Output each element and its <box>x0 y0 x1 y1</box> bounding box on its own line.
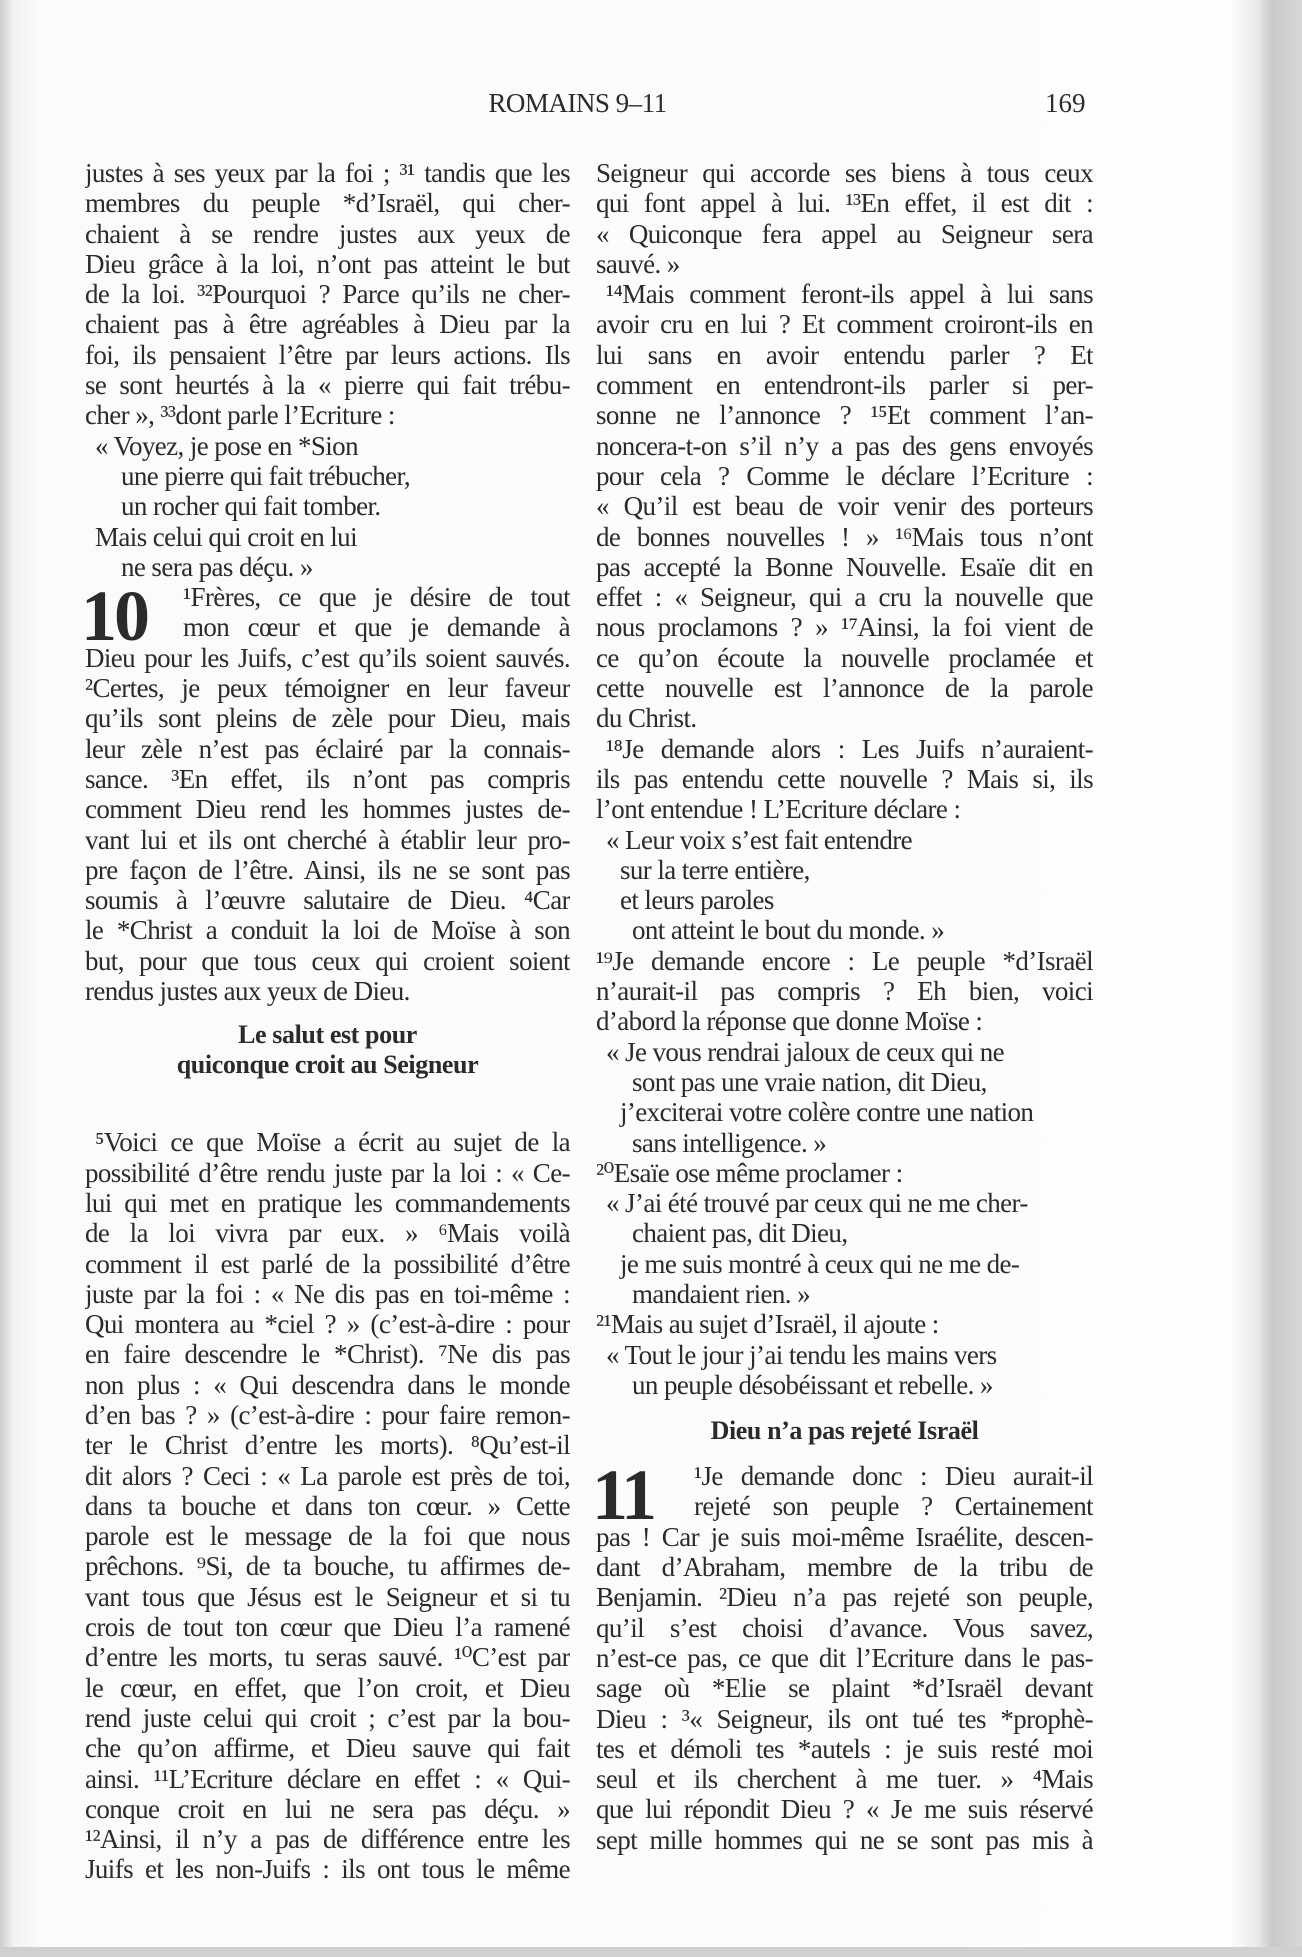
text-line: ainsi. ¹¹L’Ecriture déclare en effet : « Qui- <box>85 1763 570 1794</box>
text-line: en faire descendre le *Christ). ⁷Ne dis pas <box>85 1339 570 1370</box>
text-line: dans ta bouche et dans ton cœur. » Cette <box>85 1490 570 1521</box>
text-line: prêchons. ⁹Si, de ta bouche, tu affirmes de- <box>85 1551 570 1582</box>
text-line: « Voyez, je pose en *Sion <box>95 430 358 461</box>
text-line: rendus justes aux yeux de Dieu. <box>85 976 410 1007</box>
text-line: dant d’Abraham, membre de la tribu de <box>596 1552 1093 1583</box>
text-line: sage où *Elie se plaint *d’Israël devant <box>596 1673 1093 1704</box>
text-line: foi, ils pensaient l’être par leurs actions. Ils <box>85 339 570 370</box>
text-block <box>596 1461 1093 1855</box>
text-line: leur zèle n’est pas éclairé par la connais- <box>85 733 570 764</box>
text-line: effet : « Seigneur, qui a cru la nouvelle que <box>596 582 1093 613</box>
text-line: mandaient rien. » <box>632 1278 810 1309</box>
text-line: ²Certes, je peux témoigner en leur faveur <box>85 673 570 704</box>
text-line: ¹²Ainsi, il n’y a pas de différence entre les <box>85 1824 570 1855</box>
text-line: comment il est parlé de la possibilité d’être <box>85 1248 570 1279</box>
text-line: d’entre les morts, tu seras sauvé. ¹⁰C’est par <box>85 1642 570 1673</box>
text-line: ne sera pas déçu. » <box>121 551 313 582</box>
text-line: noncera-t-on s’il n’y a pas des gens envoyés <box>596 430 1093 461</box>
text-line: et leurs paroles <box>620 885 774 916</box>
text-line: qu’il s’est choisi d’avance. Vous savez, <box>596 1612 1093 1643</box>
text-line: sance. ³En effet, ils n’ont pas compris <box>85 763 570 794</box>
text-line: ce qu’on écoute la nouvelle proclamée et <box>596 642 1093 673</box>
heading-line: quiconque croit au Seigneur <box>176 1050 479 1080</box>
text-line: membres du peuple *d’Israël, qui cher- <box>85 188 570 219</box>
text-line: qui font appel à lui. ¹³En effet, il est dit : <box>596 188 1093 219</box>
text-line: cher », ³³dont parle l’Ecriture : <box>85 400 395 431</box>
chapter-number: 10 <box>81 576 147 657</box>
text-line: j’exciterai votre colère contre une nation <box>620 1097 1034 1128</box>
text-line: « Quiconque fera appel au Seigneur sera <box>596 218 1093 249</box>
text-line: ⁵Voici ce que Moïse a écrit au sujet de la <box>95 1127 570 1158</box>
text-line: je me suis montré à ceux qui ne me de- <box>620 1248 1020 1279</box>
text-line: Dieu pour les Juifs, c’est qu’ils soient sauvés. <box>85 642 570 673</box>
text-line: Qui montera au *ciel ? » (c’est-à-dire : pour <box>85 1309 570 1340</box>
text-line: l’ont entendue ! L’Ecriture déclare : <box>596 794 961 825</box>
text-line: soumis à l’œuvre salutaire de Dieu. ⁴Car <box>85 885 570 916</box>
text-line: comment en entendront-ils parler si per- <box>596 370 1093 401</box>
text-line: possibilité d’être rendu juste par la loi : « Ce- <box>85 1157 570 1188</box>
text-line: sans intelligence. » <box>632 1127 827 1158</box>
text-line: comment Dieu rend les hommes justes de- <box>85 794 570 825</box>
text-line: chaient à se rendre justes aux yeux de <box>85 218 570 249</box>
text-line: ont atteint le bout du monde. » <box>632 915 945 946</box>
text-line: justes à ses yeux par la foi ; ³¹ tandis que les <box>85 158 570 188</box>
chapter-11 <box>592 1455 1093 1855</box>
text-block <box>596 158 1093 1400</box>
text-line: de la loi vivra par eux. » ⁶Mais voilà <box>85 1218 570 1249</box>
text-line: « Qu’il est beau de voir venir des porteurs <box>596 491 1093 522</box>
text-line: but, pour que tous ceux qui croient soient <box>85 945 570 976</box>
text-line: tes et démoli tes *autels : je suis resté moi <box>596 1733 1093 1764</box>
text-line: ¹Je demande donc : Dieu aurait-il <box>694 1461 1093 1492</box>
text-line: ¹⁸Je demande alors : Les Juifs n’auraient- <box>606 733 1093 764</box>
text-line: lui qui met en pratique les commandements <box>85 1187 570 1218</box>
text-line: non plus : « Qui descendra dans le monde <box>85 1369 570 1400</box>
text-line: le *Christ a conduit la loi de Moïse à son <box>85 915 570 946</box>
text-line: chaient pas, dit Dieu, <box>632 1218 848 1249</box>
text-line: de bonnes nouvelles ! » ¹⁶Mais tous n’ont <box>596 521 1093 552</box>
text-line: d’abord la réponse que donne Moïse : <box>596 1006 983 1037</box>
text-line: crois de tout ton cœur que Dieu l’a ramené <box>85 1612 570 1643</box>
text-line: sont pas une vraie nation, dit Dieu, <box>632 1066 987 1097</box>
text-line: vant lui et ils ont cherché à établir leur pro- <box>85 824 570 855</box>
text-line: sur la terre entière, <box>620 854 810 885</box>
section-heading <box>596 1400 1093 1461</box>
text-line: cette nouvelle est l’annonce de la parole <box>596 673 1093 704</box>
text-line: dit alors ? Ceci : « La parole est près de toi, <box>85 1460 570 1491</box>
text-line: seul et ils cherchent à me tuer. » ⁴Mais <box>596 1764 1093 1795</box>
text-line: se sont heurtés à la « pierre qui fait trébu- <box>85 370 570 401</box>
section-heading <box>85 1006 570 1127</box>
text-line: n’est-ce pas, ce que dit l’Ecriture dans le pas- <box>596 1642 1093 1673</box>
right-column <box>592 158 1093 1855</box>
text-line: un rocher qui fait tomber. <box>121 491 381 522</box>
text-line: « Tout le jour j’ai tendu les mains vers <box>606 1339 997 1370</box>
text-line: ils pas entendu cette nouvelle ? Mais si, ils <box>596 763 1093 794</box>
chapter-10 <box>81 576 570 1007</box>
text-line: chaient pas à être agréables à Dieu par la <box>85 309 570 340</box>
text-line: vant tous que Jésus est le Seigneur et si tu <box>85 1581 570 1612</box>
text-line: Juifs et les non-Juifs : ils ont tous le même <box>85 1854 570 1885</box>
text-line: « J’ai été trouvé par ceux qui ne me cher- <box>606 1188 1028 1219</box>
left-column <box>81 158 570 1885</box>
text-line: Dieu grâce à la loi, n’ont pas atteint le but <box>85 248 570 279</box>
scan-edge <box>0 1947 1302 1957</box>
text-line: ²¹Mais au sujet d’Israël, il ajoute : <box>596 1309 939 1340</box>
text-line: une pierre qui fait trébucher, <box>121 460 411 491</box>
running-title: ROMAINS 9–11 <box>488 88 667 118</box>
text-line: ¹⁹Je demande encore : Le peuple *d’Israël <box>596 945 1093 976</box>
text-line: un peuple désobéissant et rebelle. » <box>632 1369 993 1400</box>
text-line: nous proclamons ? » ¹⁷Ainsi, la foi vient de <box>596 612 1093 643</box>
text-line: rend juste celui qui croit ; c’est par la bou- <box>85 1702 570 1733</box>
text-line: mon cœur et que je demande à <box>183 612 570 643</box>
text-line: lui sans en avoir entendu parler ? Et <box>596 339 1093 370</box>
text-line: conque croit en lui ne sera pas déçu. » <box>85 1793 570 1824</box>
text-line: « Je vous rendrai jaloux de ceux qui ne <box>606 1036 1004 1067</box>
text-line: n’aurait-il pas compris ? Eh bien, voici <box>596 976 1093 1007</box>
text-line: du Christ. <box>596 703 697 734</box>
text-block <box>85 582 570 1006</box>
text-line: juste par la foi : « Ne dis pas en toi-même : <box>85 1278 570 1309</box>
text-line: pas ! Car je suis moi-même Israélite, descen- <box>596 1521 1093 1552</box>
text-line: le cœur, en effet, que l’on croit, et Dieu <box>85 1672 570 1703</box>
text-line: parole est le message de la foi que nous <box>85 1521 570 1552</box>
heading-line: Le salut est pour <box>238 1020 417 1050</box>
text-block <box>85 1127 570 1884</box>
text-line: ¹Frères, ce que je désire de tout <box>183 582 570 613</box>
text-line: pour cela ? Comme le déclare l’Ecriture : <box>596 460 1093 491</box>
text-line: ¹⁴Mais comment feront-ils appel à lui sans <box>606 279 1093 310</box>
text-line: sauvé. » <box>596 248 680 279</box>
text-line: pre façon de l’être. Ainsi, ils ne se sont pas <box>85 854 570 885</box>
text-line: rejeté son peuple ? Certainement <box>694 1491 1093 1522</box>
text-line: sonne ne l’annonce ? ¹⁵Et comment l’an- <box>596 400 1093 431</box>
text-block <box>85 158 570 582</box>
text-line: qu’ils sont pleins de zèle pour Dieu, mais <box>85 703 570 734</box>
text-line: Dieu : ³« Seigneur, ils ont tué tes *prophè- <box>596 1703 1093 1734</box>
page-number: 169 <box>1045 88 1086 118</box>
text-line: que lui répondit Dieu ? « Je me suis réservé <box>596 1794 1093 1825</box>
text-line: d’en bas ? » (c’est-à-dire : pour faire remon- <box>85 1399 570 1430</box>
text-line: avoir cru en lui ? Et comment croiront-ils en <box>596 309 1093 340</box>
text-line: ter le Christ d’entre les morts). ⁸Qu’est-il <box>85 1430 570 1461</box>
text-line: che qu’on affirme, et Dieu sauve qui fait <box>85 1733 570 1764</box>
heading-line: Dieu n’a pas rejeté Israël <box>710 1416 979 1446</box>
text-line: Benjamin. ²Dieu n’a pas rejeté son peuple, <box>596 1582 1093 1613</box>
text-line: de la loi. ³²Pourquoi ? Parce qu’ils ne cher- <box>85 279 570 310</box>
chapter-number: 11 <box>592 1455 655 1536</box>
text-line: Mais celui qui croit en lui <box>95 521 357 552</box>
text-line: ²⁰Esaïe ose même proclamer : <box>596 1157 903 1188</box>
text-line: « Leur voix s’est fait entendre <box>606 824 913 855</box>
text-line: Seigneur qui accorde ses biens à tous ceux <box>596 158 1093 188</box>
text-line: pas accepté la Bonne Nouvelle. Esaïe dit en <box>596 551 1093 582</box>
text-line: sept mille hommes qui ne se sont pas mis à <box>596 1824 1093 1855</box>
